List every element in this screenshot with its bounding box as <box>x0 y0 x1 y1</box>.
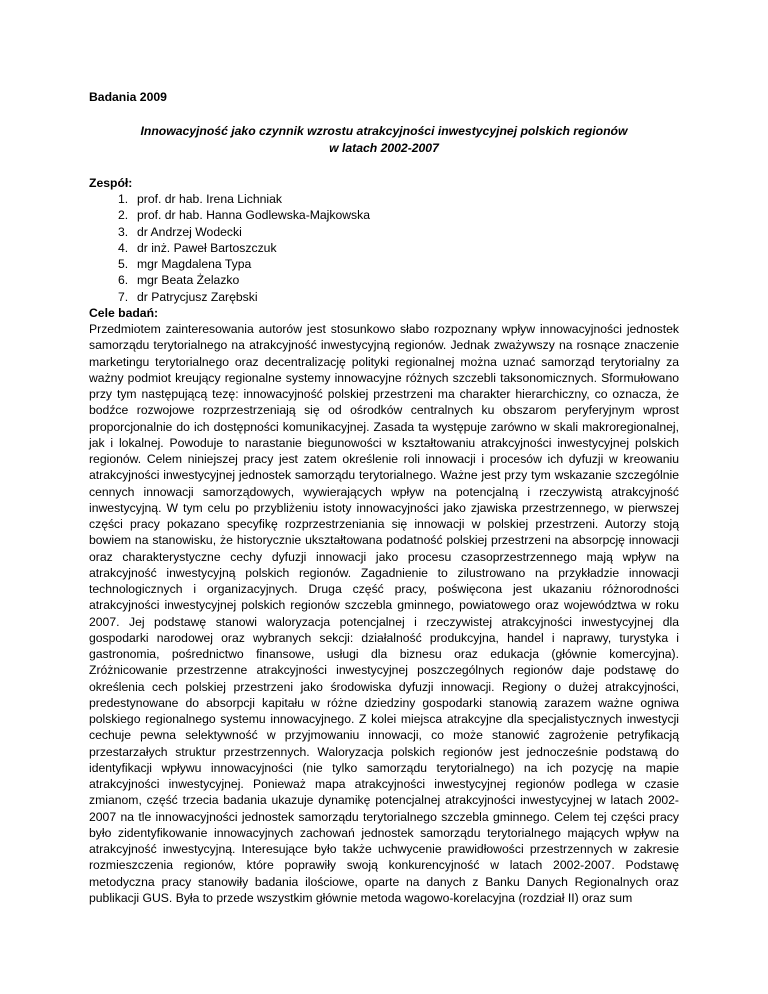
team-member: dr inż. Paweł Bartoszczuk <box>137 240 277 255</box>
list-number: 4. <box>118 240 129 255</box>
title-line: Innowacyjność jako czynnik wzrostu atrakcyjności inwestycyjnej polskich regionów <box>140 124 628 139</box>
goals-label: Cele badań: <box>89 305 159 320</box>
team-member: dr Patrycjusz Zarębski <box>137 289 258 304</box>
team-member: mgr Magdalena Typa <box>137 257 252 271</box>
document-header: Badania 2009 <box>89 90 167 104</box>
list-item <box>89 224 679 240</box>
body-paragraph: Przedmiotem zainteresowania autorów jest stosunkowo słabo rozpoznany wpływ innowacyjności jednostek samorządu terytorialnego na atrakcyjność inwestycyjną regionów. Jednak zważywszy na rosnące znaczenie marketingu terytorialnego oraz decentralizację polityki regionalnej można uznać samorząd terytorialny za ważny podmiot kreujący regionalne systemy innowacyjne różnych szczebli taksonomicznych. Sformułowano przy tym następującą tezę: innowacyjność polskiej przestrzeni ma charakter hierarchiczny, co oznacza, że bodźce rozwojowe rozprzestrzeniają się od ośrodków centralnych ku obszarom peryferyjnym wprost proporcjonalnie do ich dostępności komunikacyjnej. Zasada ta występuje zarówno w skali makroregionalnej, jak i lokalnej. Powoduje to narastanie biegunowości w kształtowaniu atrakcyjności inwestycyjnej polskich regionów. Celem niniejszej pracy jest zatem określenie roli innowacji i procesów ich dyfuzji w kreowaniu atrakcyjności inwestycyjnej jednostek samorządu terytorialnego. Ważne jest przy tym wskazanie szczególnie cennych innowacji samorządowych, wywierających wpływ na potencjalną i rzeczywistą atrakcyjność inwestycyjną. W tym celu po przybliżeniu istoty innowacyjności jako zjawiska przestrzennego, w pierwszej części pracy pokazano specyfikę rozprzestrzeniania się innowacji w polskiej przestrzeni. Autorzy stoją bowiem na stanowisku, że historycznie ukształtowana podatność polskiej przestrzeni na absorpcję innowacji oraz charakterystyczne cechy dyfuzji innowacji jako procesu czasoprzestrzennego mają wpływ na atrakcyjność inwestycyjną polskich regionów. Zagadnienie to zilustrowano na przykładzie innowacji technologicznych i organizacyjnych. Druga część pracy, poświęcona jest ukazaniu różnorodności atrakcyjności inwestycyjnej polskich regionów szczebla gminnego, powiatowego oraz województwa w roku 2007. Jej podstawę stanowi waloryzacja potencjalnej i rzeczywistej atrakcyjności inwestycyjnej dla gospodarki narodowej oraz wybranych sekcji: działalność produkcyjna, handel i naprawy, turystyka i gastronomia, pośrednictwo finansowe, usługi dla biznesu oraz edukacja (głównie komercyjna). Zróżnicowanie przestrzenne atrakcyjności inwestycyjnej poszczególnych regionów daje podstawę do określenia cech polskiej przestrzeni jako środowiska dyfuzji innowacji. Regiony o dużej atrakcyjności, predestynowane do absorpcji kapitału w różne dziedziny gospodarki stanowią zarazem ważne ogniwa polskiego regionalnego systemu innowacyjnego. Z kolei miejsca atrakcyjne dla specjalistycznych inwestycji cechuje pewna selektywność w przyjmowaniu innowacji, co może stanowić zagrożenie petryfikacją przestarzałych struktur przestrzennych. Waloryzacja polskich regionów jest jednocześnie podstawą do identyfikacji wpływu innowacyjności (nie tylko samorządu terytorialnego) na ich pozycję na mapie atrakcyjności inwestycyjnej. Ponieważ mapa atrakcyjności inwestycyjnej regionów podlega w czasie zmianom, część trzecia badania ukazuje dynamikę potencjalnej atrakcyjności inwestycyjnej w latach 2002-2007 na tle innowacyjności jednostek samorządu terytorialnego szczebla gminnego. Celem tej części pracy było zidentyfikowanie innowacyjnych zachowań jednostek samorządu terytorialnego mających wpływ na atrakcyjność inwestycyjną. Interesujące było także uchwycenie prawidłowości przestrzennych w zakresie rozmieszczenia regionów, które poprawiły swoją konkurencyjność w latach 2002-2007. Podstawę metodyczna pracy stanowiły badania ilościowe, oparte na danych z Banku Danych Regionalnych oraz publikacji GUS. Była to przede wszystkim głównie metoda wagowo-korelacyjna (rozdział II) oraz sum <box>89 322 679 905</box>
list-number: 3. <box>118 224 129 239</box>
team-member: prof. dr hab. Hanna Godlewska-Majkowska <box>137 208 371 223</box>
list-number: 1. <box>118 192 129 206</box>
list-item <box>89 191 679 207</box>
document-title <box>89 123 679 156</box>
list-number: 7. <box>118 289 129 304</box>
list-number: 5. <box>118 257 129 271</box>
list-item <box>89 207 679 223</box>
document-page <box>89 89 679 906</box>
team-section <box>89 175 679 305</box>
team-member: dr Andrzej Wodecki <box>137 224 242 239</box>
list-item <box>89 256 679 272</box>
team-label: Zespół: <box>89 175 133 190</box>
list-item <box>89 289 679 305</box>
team-member: mgr Beata Żelazko <box>137 273 240 288</box>
list-item <box>89 240 679 256</box>
title-line: w latach 2002-2007 <box>329 140 439 155</box>
list-number: 6. <box>118 273 129 288</box>
team-list <box>89 191 679 305</box>
team-member: prof. dr hab. Irena Lichniak <box>137 192 282 206</box>
list-number: 2. <box>118 208 129 223</box>
list-item <box>89 272 679 288</box>
